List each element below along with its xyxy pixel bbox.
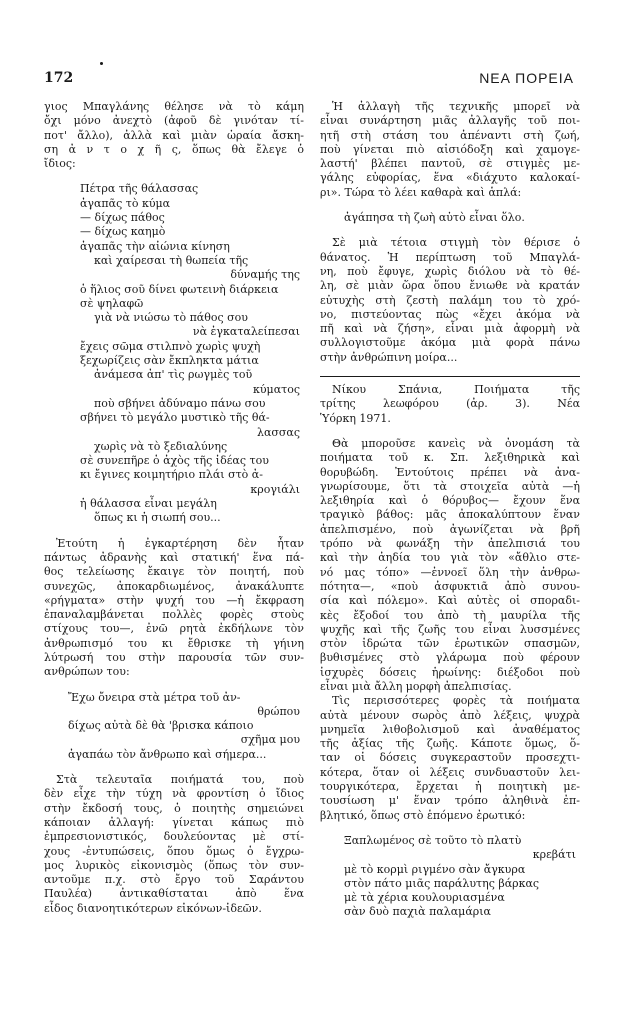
text-line: λύτρωσή του στὴν παρουσία τῶν συν- <box>44 650 304 664</box>
text-line: Στὰ τελευταῖα ποιήματά του, ποὺ <box>56 773 304 787</box>
book-citation <box>320 383 580 426</box>
text-line: εἶναι μιὰ ἄλλη μορφὴ ἀπελπισίας. <box>320 679 512 693</box>
text-line: ἐμπρεσιονιστικός, δουλεύοντας μὲ στί- <box>44 830 304 844</box>
poem <box>44 182 304 525</box>
text-line: αὐτὰ μένουν σωρὸς ἀπὸ λέξεις, ψυχρὰ <box>320 708 580 722</box>
journal-title: ΝΕΑ ΠΟΡΕΙΑ <box>479 70 574 86</box>
text-line: κάποιαν ἀλλαγή: γίνεται κάπως πιὸ <box>44 815 304 829</box>
text-line: Σὲ μιὰ τέτοια στιγμὴ τὸν θέρισε ὁ <box>332 236 580 250</box>
text-line: στὴν ἔκδοσή τους, ὁ ποιητὴς σημειώνει <box>44 801 304 815</box>
verse-line: — δίχως καημὸ <box>80 225 166 239</box>
verse-line: σχῆμα μου <box>240 733 300 747</box>
text-line: γνωρίσουμε, ὅτι τὰ στοιχεῖα αὐτὰ —ἡ <box>320 479 580 493</box>
text-line: νη, ποὺ ἔφυγε, χωρὶς διόλου νὰ τὸ θέ- <box>320 264 580 278</box>
text-line: καὶ τὴν ἀηδία του γιὰ τὸν «ἄθλιο στε- <box>320 551 580 565</box>
verse-line: κύματος <box>252 382 300 396</box>
verse-line: δίχως αὐτὰ δὲ θὰ 'βρισκα κάποιο <box>68 719 254 733</box>
text-line: γάλης εὐφορίας, ἕνα «διάχυτο καλοκαί- <box>320 171 580 185</box>
verse-line: Ξαπλωμένος σὲ τοῦτο τὸ πλατὺ <box>344 833 522 847</box>
verse-line: ἀνάμεσα ἀπ' τὶς ρωγμὲς τοῦ <box>94 368 253 382</box>
text-line: ταν οἱ δόσεις συγκεραστοῦν προσεχτι- <box>320 751 580 765</box>
text-line: ἰσχυρὲς δόσεις ἡρωίνης: διέξοδοι ποὺ <box>320 665 580 679</box>
text-line: Παυλέα) ἀντικαθίσταται ἀπὸ ἕνα <box>44 887 304 901</box>
verse-line: σὲ συνεπῆρε ὁ ἀχὸς τῆς ἰδέας του <box>80 454 269 468</box>
text-line: ἴδιος: <box>44 157 76 171</box>
text-line: μνημεῖα λιθοβολισμοῦ καὶ ἀναθέματος <box>320 722 580 736</box>
text-line: Νίκου Σπάνια, Ποιήματα τῆς <box>332 383 580 397</box>
left-column <box>44 100 304 916</box>
text-line: Τὶς περισσότερες φορὲς τὰ ποιήματα <box>332 694 580 708</box>
verse-line: σὰν δυὸ παχιὰ παλαμάρια <box>344 905 491 919</box>
text-line: Θὰ μποροῦσε κανεὶς νὰ ὀνομάση τὰ <box>332 436 580 450</box>
text-line: τῆς ἀξίας τῆς ζωῆς. Κάποτε ὅμως, ὅ- <box>320 737 580 751</box>
verse-line: χωρὶς νὰ τὸ ξεδιαλύνης <box>94 439 228 453</box>
right-column <box>320 100 580 920</box>
text-line: συλλογιστοῦμε ἀκόμα μιὰ φορὰ πάνω <box>320 336 580 350</box>
text-line: Ἐτούτη ἡ ἐγκαρτέρηση δὲν ἦταν <box>56 536 304 550</box>
verse-line: ὅπως κι ἡ σιωπή σου... <box>94 511 221 525</box>
verse-line: σὲ ψηλαφῶ <box>80 296 144 310</box>
verse-line: γιὰ νὰ νιώσω τὸ πάθος σου <box>94 311 248 325</box>
text-line: βυθισμένες στὸ γλάρωμα ποὺ φέρουν <box>320 651 580 665</box>
text-line: τουσίωση μ' ἕναν τρόπο ἀληθινὰ ἐπ- <box>320 794 580 808</box>
paragraph <box>320 100 580 200</box>
text-line: συνεχῶς, ἀποκαρδιωμένος, ἀνακάλυπτε <box>44 579 304 593</box>
verse-line: κρεβάτι <box>532 848 576 862</box>
text-line: θος τελείωσης ἔκαιγε τὸν ποιητή, ποὺ <box>44 565 304 579</box>
text-line: νο, πιστεύοντας πὼς «ἔχει ἀκόμα νὰ <box>320 307 580 321</box>
verse-line: ἔχεις σῶμα στιλπνὸ χωρὶς ψυχὴ <box>80 339 261 353</box>
text-line: μος λυρικὸς εἰκονισμὸς (ὅπως τὸν συν- <box>44 858 304 872</box>
text-line: κότερα, ὅταν οἱ λέξεις συνδυαστοῦν λει- <box>320 765 580 779</box>
ink-speck <box>100 62 103 65</box>
verse-line: νὰ ἐγκαταλείπεσαι <box>192 325 300 339</box>
text-line: τουργικότερα, ἔρχεται ἡ ποιητικὴ με- <box>320 780 580 794</box>
paragraph <box>44 100 304 171</box>
text-line: εἶδος διανοητικότερων εἰκόνων-ἰδεῶν. <box>44 901 262 915</box>
text-line: τρόπο νὰ φωνάξη τὴν ἀπελπισιά του <box>320 537 580 551</box>
text-line: λεξιθηρία καὶ ὁ θόρυβος— ἔχουν ἕνα <box>320 494 580 508</box>
text-line: ποτ' ἄλλο), ἀλλὰ καὶ μιὰν ὡραία ἄσκη- <box>44 128 304 142</box>
verse-line: λασσας <box>256 425 300 439</box>
paragraph <box>320 437 580 694</box>
poem <box>44 691 304 762</box>
text-line: ἀπελπισμένο, ποὺ ἀγωνίζεται νὰ βρῆ <box>320 522 580 536</box>
paragraph <box>44 537 304 680</box>
verse-line: θρώπου <box>257 704 300 718</box>
paragraph <box>44 773 304 916</box>
verse-line: ἀγαπᾶς τὸ κύμα <box>80 196 171 210</box>
text-line: γιος Μπαγλάνης θέλησε νὰ τὸ κάμη <box>44 100 304 113</box>
text-line: λαστή' βλέπει παντοῦ, σὲ στιγμὲς με- <box>320 157 580 171</box>
text-line: ανθρώπων του: <box>44 665 130 679</box>
verse-line: κρογιάλι <box>250 482 300 496</box>
verse-line: ξεχωρίζεις σὰν ἔκπληκτα μάτια <box>80 354 259 368</box>
text-line: εἶναι συνάρτηση μιᾶς ἀλλαγῆς τοῦ ποι- <box>320 114 580 128</box>
text-line: πότητα—, «ποὺ ἀσφυκτιᾶ ἀπὸ συνου- <box>320 579 580 593</box>
verse-line: κι ἔγινες κοιμητήριο πλάι στὸ ἀ- <box>80 468 263 482</box>
verse-line: ἡ θάλασσα εἶναι μεγάλη <box>80 497 217 511</box>
verse-line: καὶ χαίρεσαι τὴ θωπεία τῆς <box>94 253 249 267</box>
text-line: ψυχῆς καὶ τῆς ζωῆς του εἶναι λυσσμένες <box>320 622 580 636</box>
verse-line: — δίχως πάθος <box>80 211 165 225</box>
verse-line: στὸν πάτο μιᾶς παράλυτης βάρκας <box>344 876 540 890</box>
verse-line: ἀγαπᾶς τὴν αἰώνια κίνηση <box>80 239 230 253</box>
verse-line: ἀγάπησα τὴ ζωὴ αὐτὸ εἶναι ὅλο. <box>344 211 525 225</box>
verse-line: ποὺ σβήνει ἀδύναμο πάνω σου <box>94 396 266 410</box>
text-line: ρι». Τώρα τὸ λέει καθαρὰ καὶ ἁπλά: <box>320 185 522 199</box>
verse-line: ἀγαπάω τὸν ἄνθρωπο καὶ σήμερα... <box>68 747 267 761</box>
paragraph <box>320 694 580 823</box>
verse-line: μὲ τὰ χέρια κουλουριασμένα <box>344 891 505 905</box>
page-number: 172 <box>44 70 74 86</box>
text-line: ἀνθρωπισμό του κι ἔθρισκε τὴ γήινη <box>44 636 304 650</box>
poem <box>320 834 580 920</box>
text-line: λη, σὲ μιὰν ὥρα ὅπου ἔνιωθε νὰ κρατάν <box>320 279 580 293</box>
text-line: πῆ καὶ νὰ ζήση», εἶναι μιὰ ἀφορμὴ νὰ <box>320 322 580 336</box>
text-line: κὲς ἔξοδοί του ἀπὸ τὴ μαυρίλα τῆς <box>320 608 580 622</box>
text-line: «ρήγματα» στὴν ψυχή του —ἡ ἔκφραση <box>44 593 304 607</box>
text-line: σία καὶ πόλεμο». Καὶ αὐτὲς οἱ σποραδι- <box>320 594 580 608</box>
verse-line: μὲ τὸ κορμὶ ριγμένο σὰν ἄγκυρα <box>344 862 526 876</box>
text-line: ση ἀ ν τ ο χ ῆ ς, ὅπως θὰ ἔλεγε ὁ <box>44 142 304 156</box>
verse-line: σβήνει τὸ μεγάλο μυστικὸ τῆς θά- <box>80 411 270 425</box>
text-line: ποὺ γίνεται πιὸ αἰσιόδοξη καὶ χαμογε- <box>320 142 580 156</box>
text-line: ητῆ στὴ στάση του ἀπέναντι στὴ ζωή, <box>320 128 580 142</box>
text-line: ὄχι μόνο ἀνεχτὸ (ἀφοῦ δὲ γινόταν τί- <box>44 114 304 128</box>
text-line: εὐτυχὴς στὴ ζεστὴ παλάμη του τὸ χρό- <box>320 293 580 307</box>
verse-line: ὁ ἥλιος σοῦ δίνει φωτεινὴ διάρκεια <box>80 282 279 296</box>
verse-line: Πέτρα τῆς θάλασσας <box>80 182 199 196</box>
text-line: πάντως ἀδρανὴς καὶ στατική' ἕνα πά- <box>44 550 304 564</box>
paragraph <box>320 236 580 365</box>
text-line: νό μας τόπο» —ἐννοεῖ ὅλη τὴν ἀνθρω- <box>320 565 580 579</box>
text-line: Ἡ ἀλλαγὴ τῆς τεχνικῆς μπορεῖ νὰ <box>332 100 580 113</box>
text-line: Ὑόρκη 1971. <box>320 411 391 425</box>
text-line: στὴν ἀνθρώπινη μοίρα... <box>320 350 458 364</box>
text-line: στίχους του—, ἐνῶ ρητὰ ἐκδήλωνε τὸν <box>44 622 304 636</box>
text-line: ἐπαναλαμβάνεται πολλὲς φορὲς στοὺς <box>44 608 304 622</box>
text-line: χους -ἐντυπώσεις, ὅπου ὅμως ὁ ἔγχρω- <box>44 844 304 858</box>
text-line: τραγικὸ βάθος: μᾶς ἀποκαλύπτουν ἕναν <box>320 508 580 522</box>
text-line: βλητικό, ὅπως στὸ ἑπόμενο ἐρωτικό: <box>320 808 526 822</box>
verse-line: δύναμής της <box>230 268 300 282</box>
text-line: θορυβώδη. Ἐντούτοις πρέπει νὰ ἀνα- <box>320 465 580 479</box>
text-line: δὲν εἶχε τὴν τύχη νὰ φροντίση ὁ ἴδιος <box>44 787 304 801</box>
text-line: τρίτης λεωφόρου (ἀρ. 3). Νέα <box>320 397 580 411</box>
text-line: αντοῦμε π.χ. στὸ ἔργο τοῦ Σαράντου <box>44 873 304 887</box>
text-line: ποιήματα τοῦ κ. Σπ. λεξιθηρικὰ καὶ <box>320 451 580 465</box>
text-line: στὸν ἱδρώτα τῶν ἐρωτικῶν σπασμῶν, <box>320 637 580 651</box>
verse-line: Ἔχω ὄνειρα στὰ μέτρα τοῦ ἀν- <box>68 690 241 704</box>
text-line: θάνατος. Ἡ περίπτωση τοῦ Μπαγλά- <box>320 250 580 264</box>
